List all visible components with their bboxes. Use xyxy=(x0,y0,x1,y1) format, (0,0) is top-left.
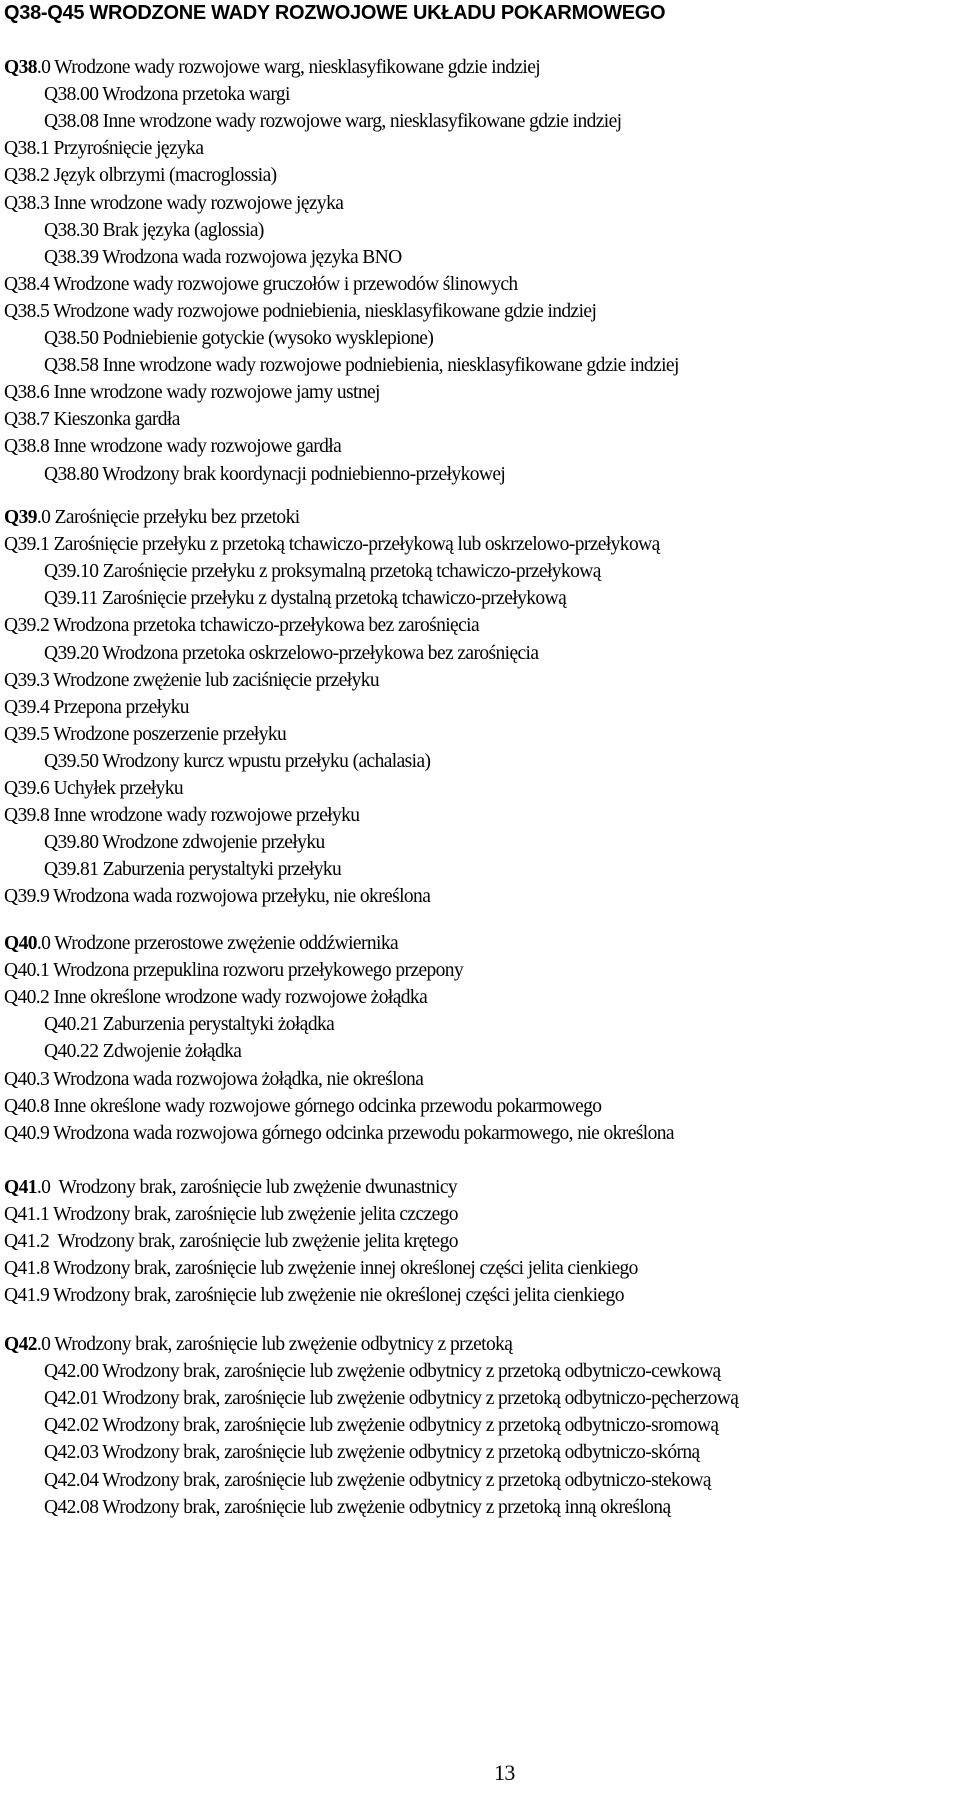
code-entry xyxy=(44,1362,721,1382)
entry-code: Q38.1 xyxy=(4,138,50,160)
entry-description: Wrodzony brak, zarośnięcie lub zwężenie odbytnicy z przetoką odbytniczo-stekową xyxy=(98,1469,711,1491)
entry-code: Q38.5 xyxy=(4,300,50,322)
entry-description: Wrodzone wady rozwojowe podniebienia, niesklasyfikowane gdzie indziej xyxy=(49,300,597,322)
entry-code: Q40.1 xyxy=(4,960,50,982)
code-entry xyxy=(44,644,538,664)
entry-code: Q39.5 xyxy=(4,723,50,745)
code-entry xyxy=(44,589,566,609)
entry-code: Q41.2 xyxy=(4,1231,50,1253)
entry-description: Inne wrodzone wady rozwojowe gardła xyxy=(49,436,342,458)
code-entry xyxy=(44,1015,334,1035)
entry-code: Q38.08 xyxy=(44,111,99,133)
code-entry xyxy=(4,887,430,907)
entry-description: Wrodzona przetoka wargi xyxy=(98,84,290,106)
entry-code: Q39.8 xyxy=(4,805,50,827)
entry-code: Q42.02 xyxy=(44,1415,99,1437)
entry-description: Wrodzona wada rozwojowa języka BNO xyxy=(98,246,402,268)
entry-code: Q42.01 xyxy=(44,1388,99,1410)
code-entry xyxy=(4,1259,638,1279)
code-entry xyxy=(44,465,505,485)
entry-description: Wrodzony brak, zarośnięcie lub zwężenie nie określonej części jelita cienkiego xyxy=(49,1285,624,1307)
code-entry xyxy=(44,85,290,105)
entry-description: Brak języka (aglossia) xyxy=(98,219,264,241)
entry-code: Q40.21 xyxy=(44,1014,99,1036)
entry-description: Wrodzone zdwojenie przełyku xyxy=(98,832,325,854)
code-entry xyxy=(4,1124,674,1144)
page-title: Q38-Q45 WRODZONE WADY ROZWOJOWE UKŁADU POKARMOWEGO xyxy=(4,2,666,24)
entry-description: Wrodzona przetoka tchawiczo-przełykowa bez zarośnięcia xyxy=(49,615,480,637)
entry-description: Podniebienie gotyckie (wysoko wysklepione) xyxy=(98,328,434,349)
code-entry xyxy=(44,833,325,853)
entry-description: Wrodzony brak, zarośnięcie lub zwężenie odbytnicy z przetoką xyxy=(50,1334,513,1355)
entry-description: Wrodzony brak, zarośnięcie lub zwężenie dwunastnicy xyxy=(50,1177,458,1198)
entry-code: Q39.2 xyxy=(4,615,50,637)
code-entry xyxy=(4,961,463,981)
entry-code: .0 xyxy=(36,1334,51,1355)
entry-code: Q38.2 xyxy=(4,165,50,187)
category-code: Q41 xyxy=(4,1177,37,1198)
entry-description: Inne wrodzone wady rozwojowe jamy ustnej xyxy=(49,382,380,404)
page-number: 13 xyxy=(494,1760,515,1785)
entry-description: Wrodzony brak, zarośnięcie lub zwężenie odbytnicy z przetoką odbytniczo-sromową xyxy=(98,1415,719,1437)
entry-description: Zarośnięcie przełyku bez przetoki xyxy=(50,507,300,528)
entry-code: Q41.9 xyxy=(4,1285,50,1307)
entry-code: Q40.3 xyxy=(4,1068,50,1090)
entry-code: Q40.9 xyxy=(4,1122,50,1144)
entry-description: Wrodzony brak, zarośnięcie lub zwężenie jelita krętego xyxy=(49,1231,458,1253)
entry-code: Q38.3 xyxy=(4,192,50,214)
category-code: Q39 xyxy=(4,507,37,528)
code-entry xyxy=(44,221,264,241)
code-entry xyxy=(44,860,341,880)
entry-description: Przyrośnięcie języka xyxy=(49,138,204,160)
entry-description: Wrodzony brak, zarośnięcie lub zwężenie odbytnicy z przetoką odbytniczo-skórną xyxy=(98,1442,700,1464)
entry-code: Q38.00 xyxy=(44,84,99,106)
entry-description: Wrodzone zwężenie lub zaciśnięcie przełyku xyxy=(49,669,380,691)
entry-code: Q41.8 xyxy=(4,1258,50,1280)
entry-description: Inne wrodzone wady rozwojowe podniebienia, niesklasyfikowane gdzie indziej xyxy=(98,355,679,377)
code-entry xyxy=(44,329,433,349)
entry-description: Zdwojenie żołądka xyxy=(98,1041,242,1063)
entry-code: Q39.80 xyxy=(44,832,99,854)
entry-description: Wrodzony brak, zarośnięcie lub zwężenie odbytnicy z przetoką odbytniczo-pęcherzową xyxy=(98,1388,739,1410)
code-entry xyxy=(44,1471,711,1491)
entry-description: Wrodzony brak, zarośnięcie lub zwężenie innej określonej części jelita cienkiego xyxy=(49,1258,638,1280)
code-entry xyxy=(4,698,189,718)
entry-description: Zarośnięcie przełyku z dystalną przetoką tchawiczo-przełykową xyxy=(97,588,567,610)
code-entry xyxy=(4,437,341,457)
entry-code: Q38.4 xyxy=(4,273,50,295)
entry-description: Wrodzony brak, zarośnięcie lub zwężenie odbytnicy z przetoką odbytniczo-cewkową xyxy=(98,1361,721,1383)
entry-description: Wrodzona przetoka oskrzelowo-przełykowa bez zarośnięcia xyxy=(98,642,539,664)
entry-description: Wrodzona przepuklina rozworu przełykowego przepony xyxy=(49,960,464,982)
code-entry xyxy=(4,934,398,954)
entry-description: Wrodzony kurcz wpustu przełyku (achalasia) xyxy=(98,750,431,772)
entry-description: Zarośnięcie przełyku z przetoką tchawiczo-przełykową lub oskrzelowo-przełykową xyxy=(49,534,660,556)
code-entry xyxy=(4,1178,457,1198)
entry-code: Q38.8 xyxy=(4,436,50,458)
code-entry xyxy=(44,356,679,376)
entry-code: Q42.03 xyxy=(44,1442,99,1464)
entry-description: Wrodzona wada rozwojowa żołądka, nie określona xyxy=(49,1068,424,1090)
entry-description: Wrodzone wady rozwojowe gruczołów i przewodów ślinowych xyxy=(49,273,518,295)
entry-code: .0 xyxy=(36,933,51,954)
entry-code: .0 xyxy=(36,1177,51,1198)
code-entry xyxy=(44,1389,738,1409)
entry-code: Q42.04 xyxy=(44,1469,99,1491)
entry-code: Q39.81 xyxy=(44,859,99,881)
entry-code: Q39.1 xyxy=(4,534,50,556)
entry-description: Język olbrzymi (macroglossia) xyxy=(49,165,277,187)
entry-code: Q39.11 xyxy=(44,588,98,610)
entry-code: Q39.10 xyxy=(44,561,99,583)
code-entry xyxy=(4,988,427,1008)
entry-description: Przepona przełyku xyxy=(49,696,189,718)
entry-description: Zaburzenia perystaltyki żołądka xyxy=(98,1014,335,1036)
code-entry xyxy=(4,58,540,78)
code-entry xyxy=(44,248,402,268)
entry-code: Q38.80 xyxy=(44,463,99,485)
entry-code: .0 xyxy=(36,507,51,528)
code-entry xyxy=(4,535,660,555)
entry-code: Q39.50 xyxy=(44,750,99,772)
entry-code: Q42.00 xyxy=(44,1361,99,1383)
entry-code: Q39.4 xyxy=(4,696,50,718)
entry-description: Inne wrodzone wady rozwojowe warg, niesklasyfikowane gdzie indziej xyxy=(98,111,622,133)
code-entry xyxy=(44,1443,700,1463)
entry-description: Wrodzony brak, zarośnięcie lub zwężenie jelita czczego xyxy=(49,1204,458,1226)
entry-code: Q39.3 xyxy=(4,669,50,691)
entry-code: Q41.1 xyxy=(4,1204,50,1226)
code-entry xyxy=(4,1205,458,1225)
entry-code: Q40.8 xyxy=(4,1095,50,1117)
entry-code: Q40.2 xyxy=(4,987,50,1009)
entry-description: Wrodzona wada rozwojowa przełyku, nie określona xyxy=(49,886,431,908)
entry-description: Inne wrodzone wady rozwojowe języka xyxy=(49,192,344,214)
entry-description: Zarośnięcie przełyku z proksymalną przetoką tchawiczo-przełykową xyxy=(98,561,601,583)
entry-code: Q38.50 xyxy=(44,328,99,349)
code-entry xyxy=(44,1498,671,1518)
code-entry xyxy=(4,410,180,430)
code-entry xyxy=(4,508,300,528)
entry-description: Uchyłek przełyku xyxy=(49,778,184,799)
code-entry xyxy=(4,194,343,214)
category-code: Q42 xyxy=(4,1334,37,1355)
entry-code: Q38.7 xyxy=(4,409,50,431)
entry-description: Zaburzenia perystaltyki przełyku xyxy=(98,859,342,881)
code-entry xyxy=(4,1097,601,1117)
code-entry xyxy=(4,166,277,186)
entry-code: Q39.9 xyxy=(4,886,50,908)
code-entry xyxy=(44,1042,241,1062)
entry-code: Q38.39 xyxy=(44,246,99,268)
code-entry xyxy=(4,383,380,403)
code-entry xyxy=(4,1286,624,1306)
code-entry xyxy=(4,725,286,745)
entry-code: Q38.6 xyxy=(4,382,50,404)
code-entry xyxy=(4,275,518,295)
entry-description: Inne wrodzone wady rozwojowe przełyku xyxy=(49,805,360,827)
code-entry xyxy=(4,779,183,799)
code-entry xyxy=(4,1335,512,1355)
code-entry xyxy=(4,671,379,691)
code-entry xyxy=(44,1416,718,1436)
entry-code: Q42.08 xyxy=(44,1496,99,1518)
entry-code: .0 xyxy=(36,57,51,78)
entry-description: Wrodzone przerostowe zwężenie oddźwiernika xyxy=(50,933,399,954)
code-entry xyxy=(44,562,601,582)
entry-code: Q39.20 xyxy=(44,642,99,664)
entry-code: Q38.30 xyxy=(44,219,99,241)
entry-description: Wrodzony brak koordynacji podniebienno-przełykowej xyxy=(98,463,506,485)
code-entry xyxy=(44,112,622,132)
code-entry xyxy=(4,139,203,159)
entry-description: Inne określone wady rozwojowe górnego odcinka przewodu pokarmowego xyxy=(49,1095,602,1117)
entry-code: Q39.6 xyxy=(4,778,50,799)
code-entry xyxy=(4,616,479,636)
category-code: Q40 xyxy=(4,933,37,954)
entry-code: Q40.22 xyxy=(44,1041,99,1063)
code-entry xyxy=(4,806,359,826)
entry-description: Wrodzona wada rozwojowa górnego odcinka przewodu pokarmowego, nie określona xyxy=(49,1122,674,1144)
code-entry xyxy=(4,302,596,322)
entry-description: Kieszonka gardła xyxy=(49,409,180,431)
code-entry xyxy=(4,1232,458,1252)
entry-description: Wrodzone poszerzenie przełyku xyxy=(49,723,287,745)
entry-description: Wrodzony brak, zarośnięcie lub zwężenie odbytnicy z przetoką inną określoną xyxy=(98,1496,671,1518)
entry-description: Inne określone wrodzone wady rozwojowe żołądka xyxy=(49,987,428,1009)
code-entry xyxy=(44,752,430,772)
entry-code: Q38.58 xyxy=(44,355,99,377)
code-entry xyxy=(4,1070,423,1090)
category-code: Q38 xyxy=(4,57,37,78)
entry-description: Wrodzone wady rozwojowe warg, niesklasyfikowane gdzie indziej xyxy=(50,57,541,78)
